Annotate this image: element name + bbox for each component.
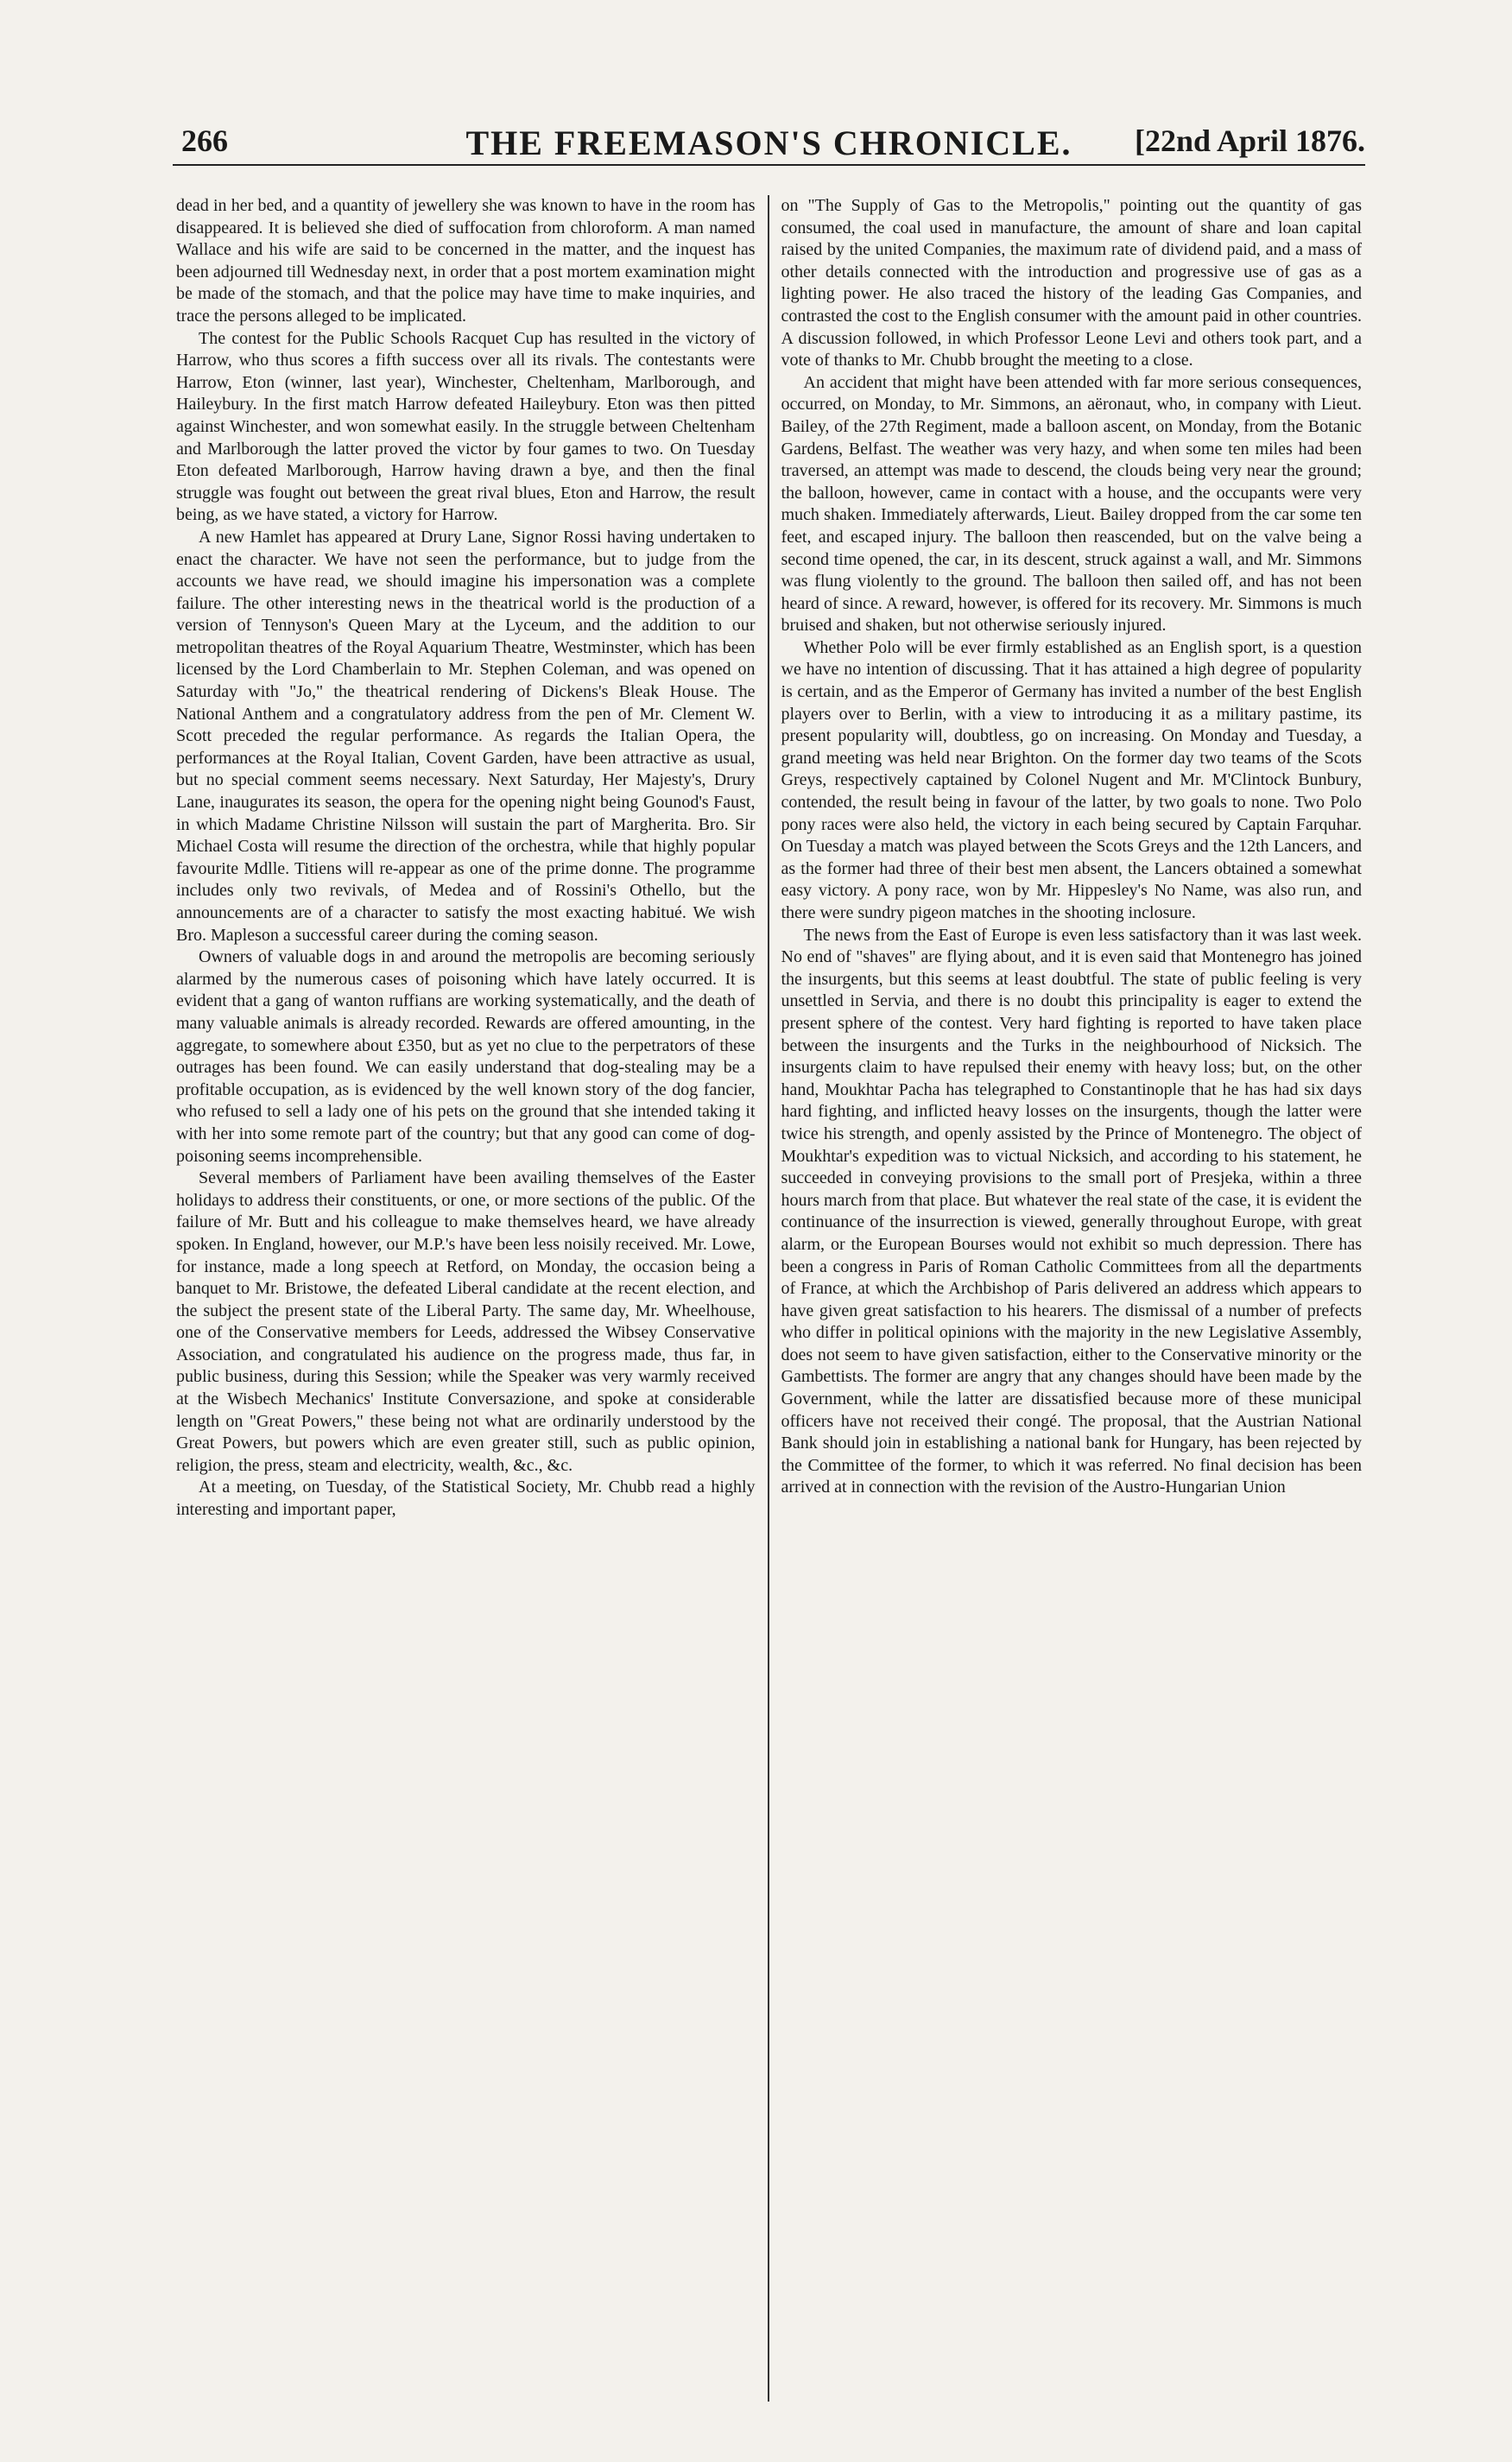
paragraph: The contest for the Public Schools Racquet Cup has resulted in the victory of Harrow, who thus scores a fifth success over all its rivals. The contestants were Harrow, Eton (winner, last year), Winchester, Cheltenham, Marlborough, and Haileybury. In the first match Harrow defeated Haileybury. Eton was then pitted against Winchester, and won somewhat easily. In the struggle between Cheltenham and Marlborough the latter proved the victor by four games to two. On Tuesday Eton defeated Marlborough, Harrow having drawn a bye, and then the final struggle was fought out between the great rival blues, Eton and Harrow, the result being, as we have stated, a victory for Harrow. xyxy=(176,328,756,525)
article-columns xyxy=(173,195,1365,2402)
page-number: 266 xyxy=(181,123,228,158)
masthead xyxy=(173,112,1365,166)
paragraph: dead in her bed, and a quantity of jewellery she was known to have in the room has disappeared. It is believed she died of suffocation from chloroform. A man named Wallace and his wife are said to be concerned in the matter, and the inquest has been adjourned till Wednesday next, in order that a post mortem examination might be made of the stomach, and that the police may have time to make inquiries, and trace the persons alleged to be implicated. xyxy=(176,196,756,326)
issue-date: [22nd April 1876. xyxy=(1134,123,1365,158)
paragraph: Several members of Parliament have been availing themselves of the Easter holidays to address their constituents, or one, or more sections of the public. Of the failure of Mr. Butt and his colleague to make themselves heard, we have already spoken. In England, however, our M.P.'s have been less noisily received. Mr. Lowe, for instance, made a long speech at Retford, on Monday, the occasion being a banquet to Mr. Bristowe, the defeated Liberal candidate at the recent election, and the subject the present state of the Liberal Party. The same day, Mr. Wheelhouse, one of the Conservative members for Leeds, addressed the Wibsey Conservative Association, and congratulated his audience on the progress made, thus far, in public business, during this Session; while the Speaker was very warmly received at the Wisbech Mechanics' Institute Conversazione, and spoke at considerable length on "Great Powers," these being not what are ordinarily understood by the Great Powers, but powers which are even greater still, such as public opinion, religion, the press, steam and electricity, wealth, &c., &c. xyxy=(176,1168,756,1475)
publication-title: THE FREEMASON'S CHRONICLE. xyxy=(465,123,1072,162)
left-column xyxy=(173,195,769,2402)
paragraph: Whether Polo will be ever firmly established as an English sport, is a question we have no intention of discussing. That it has attained a high degree of popularity is certain, and as the Emperor of Germany has invited a number of the best English players over to Berlin, with a view to introducing it as a military pastime, its present popularity will, doubtless, go on increasing. On Monday and Tuesday, a grand meeting was held near Brighton. On the former day two teams of the Scots Greys, respectively captained by Colonel Nugent and Mr. M'Clintock Bunbury, contended, the result being in favour of the latter, by two goals to none. Two Polo pony races were also held, the victory in each being secured by Captain Farquhar. On Tuesday a match was played between the Scots Greys and the 12th Lancers, and as the former had three of their best men absent, the Lancers obtained a somewhat easy victory. A pony race, won by Mr. Hippesley's No Name, was also run, and there were sundry pigeon matches in the shooting inclosure. xyxy=(781,637,1362,922)
paragraph: on "The Supply of Gas to the Metropolis," pointing out the quantity of gas consumed, the coal used in manufacture, the amount of share and loan capital raised by the united Companies, the maximum rate of dividend paid, and a mass of other details connected with the introduction and progressive use of gas as a lighting power. He also traced the history of the leading Gas Companies, and contrasted the cost to the English consumer with the amount paid in other countries. A discussion followed, in which Professor Leone Levi and others took part, and a vote of thanks to Mr. Chubb brought the meeting to a close. xyxy=(781,196,1362,370)
paragraph: The news from the East of Europe is even less satisfactory than it was last week. No end of "shaves" are flying about, and it is even said that Montenegro has joined the insurgents, but this seems at least doubtful. The state of public feeling is very unsettled in Servia, and there is no doubt this principality is eager to extend the present sphere of the contest. Very hard fighting is reported to have taken place between the insurgents and the Turks in the neighbourhood of Nicksich. The insurgents claim to have repulsed their enemy with heavy loss; but, on the other hand, Moukhtar Pacha has telegraphed to Constantinople that he has had six days hard fighting, and inflicted heavy losses on the insurgents, though the latter were twice his strength, and openly assisted by the Prince of Montenegro. The object of Moukhtar's expedition was to victual Nicksich, and according to his statement, he succeeded in conveying provisions to the small port of Presjeka, within a three hours march from that place. But whatever the real state of the case, it is evident the continuance of the insurrection is viewed, generally throughout Europe, with great alarm, or the European Bourses would not exhibit so much depression. There has been a congress in Paris of Roman Catholic Committees from all the departments of France, at which the Archbishop of Paris delivered an address which appears to have given great satisfaction to his hearers. The dismissal of a number of prefects who differ in political opinions with the majority in the new Legislative Assembly, does not seem to have given satisfaction, either to the Conservative minority or the Gambettists. The former are angry that any changes should have been made by the Government, while the latter are dissatisfied because more of these municipal officers have not received their congé. The proposal, that the Austrian National Bank should join in establishing a national bank for Hungary, has been rejected by the Committee of the former, to which it was referred. No final decision has been arrived at in connection with the revision of the Austro-Hungarian Union xyxy=(781,925,1362,1497)
right-column xyxy=(769,195,1366,2402)
paragraph: An accident that might have been attended with far more serious consequences, occurred, on Monday, to Mr. Simmons, an aëronaut, who, in company with Lieut. Bailey, of the 27th Regiment, made a balloon ascent, on Monday, from the Botanic Gardens, Belfast. The weather was very hazy, and when some ten miles had been traversed, an attempt was made to descend, the clouds being very near the ground; the balloon, however, came in contact with a house, and the occupants were very much shaken. Immediately afterwards, Lieut. Bailey dropped from the car some ten feet, and escaped injury. The balloon then reascended, but on the valve being a second time opened, the car, in its descent, struck against a wall, and Mr. Simmons was flung violently to the ground. The balloon then sailed off, and has not been heard of since. A reward, however, is offered for its recovery. Mr. Simmons is much bruised and shaken, but not otherwise seriously injured. xyxy=(781,372,1362,636)
paragraph: Owners of valuable dogs in and around the metropolis are becoming seriously alarmed by the numerous cases of poisoning which have lately occurred. It is evident that a gang of wanton ruffians are working systematically, and the death of many valuable animals is already recorded. Rewards are offered amounting, in the aggregate, to somewhere about £350, but as yet no clue to the perpetrators of these outrages has been found. We can easily understand that dog-stealing may be a profitable occupation, as is evidenced by the well known story of the dog fancier, who refused to sell a lady one of his pets on the ground that she intended taking it with her into some remote part of the country; but that any good can come of dog-poisoning seems incomprehensible. xyxy=(176,947,756,1166)
paragraph: At a meeting, on Tuesday, of the Statistical Society, Mr. Chubb read a highly interesting and important paper, xyxy=(176,1478,756,1520)
paragraph: A new Hamlet has appeared at Drury Lane, Signor Rossi having undertaken to enact the character. We have not seen the performance, but to judge from the accounts we have read, we should imagine his impersonation was a complete failure. The other interesting news in the theatrical world is the production of a version of Tennyson's Queen Mary at the Lyceum, and the addition to our metropolitan theatres of the Royal Aquarium Theatre, Westminster, which has been licensed by the Lord Chamberlain to Mr. Stephen Coleman, and was opened on Saturday with "Jo," the theatrical rendering of Dickens's Bleak House. The National Anthem and a congratulatory address from the pen of Mr. Clement W. Scott preceded the regular performance. As regards the Italian Opera, the performances at the Royal Italian, Covent Garden, have been attractive as usual, but no special comment seems necessary. Next Saturday, Her Majesty's, Drury Lane, inaugurates its season, the opera for the opening night being Gounod's Faust, in which Madame Christine Nilsson will sustain the part of Margherita. Bro. Sir Michael Costa will resume the direction of the orchestra, while that highly popular favourite Mdlle. Titiens will re-appear as one of the prime donne. The programme includes only two revivals, of Medea and of Rossini's Othello, but the announcements are of a character to satisfy the most exacting habitué. We wish Bro. Mapleson a successful career during the coming season. xyxy=(176,527,756,945)
